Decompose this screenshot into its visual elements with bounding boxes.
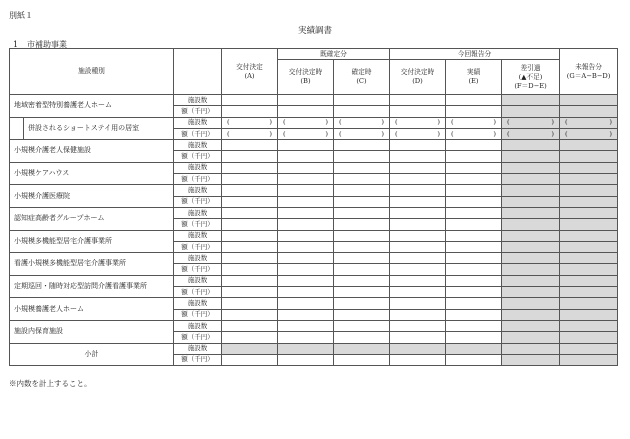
metric-amount: 額（千円） <box>174 151 222 162</box>
paren-cell <box>446 117 502 128</box>
cell-d <box>390 174 446 185</box>
metric-amount: 額（千円） <box>174 128 222 139</box>
metric-amount: 額（千円） <box>174 241 222 252</box>
col-f-line3: (F＝D−E) <box>514 81 547 90</box>
cell-g <box>560 162 618 173</box>
header-col-g <box>560 49 618 95</box>
cell-b <box>278 287 334 298</box>
cell-e <box>446 309 502 320</box>
appendix-label: 別紙１ <box>9 11 33 20</box>
paren-cell <box>560 117 618 128</box>
header-already-decided: 既確定分 <box>278 49 390 60</box>
cell-f <box>502 332 560 343</box>
cell-g <box>560 354 618 365</box>
metric-count: 施設数 <box>174 253 222 264</box>
cell-b <box>278 320 334 331</box>
cell-c <box>334 219 390 230</box>
paren-close: ) <box>269 129 272 138</box>
col-f-line1: 差引過 <box>520 63 541 72</box>
metric-count: 施設数 <box>174 185 222 196</box>
cell-g <box>560 343 618 354</box>
cell-c <box>334 151 390 162</box>
header-col-e <box>446 60 502 95</box>
cell-c <box>334 185 390 196</box>
col-b-line2: (B) <box>300 77 311 85</box>
cell-c <box>334 174 390 185</box>
col-e-line1: 実績 <box>466 68 481 76</box>
cell-b <box>278 207 334 218</box>
cell-e <box>446 298 502 309</box>
cell-a <box>222 230 278 241</box>
cell-e <box>446 106 502 117</box>
col-d-line2: (D) <box>412 77 423 85</box>
cell-d <box>390 332 446 343</box>
header-facility-type: 施設種別 <box>10 49 174 95</box>
paren-open: ( <box>227 118 230 127</box>
paren-close: ) <box>493 129 496 138</box>
cell-c <box>334 106 390 117</box>
cell-e <box>446 354 502 365</box>
cell-c <box>334 140 390 151</box>
header-col-c <box>334 60 390 95</box>
cell-f <box>502 207 560 218</box>
cell-e <box>446 343 502 354</box>
paren-close: ) <box>437 129 440 138</box>
paren-open: ( <box>339 118 342 127</box>
cell-d <box>390 241 446 252</box>
facility-name: 小規模多機能型居宅介護事業所 <box>10 230 174 253</box>
section-title: 市補助事業 <box>27 40 67 49</box>
cell-c <box>334 230 390 241</box>
cell-c <box>334 354 390 365</box>
header-col-f <box>502 60 560 95</box>
cell-f <box>502 320 560 331</box>
cell-c <box>334 343 390 354</box>
paren-cell <box>390 128 446 139</box>
cell-a <box>222 207 278 218</box>
cell-f <box>502 95 560 106</box>
cell-f <box>502 241 560 252</box>
header-metric-blank <box>174 49 222 95</box>
cell-a <box>222 241 278 252</box>
cell-a <box>222 196 278 207</box>
cell-c <box>334 298 390 309</box>
metric-amount: 額（千円） <box>174 219 222 230</box>
cell-a <box>222 162 278 173</box>
cell-e <box>446 162 502 173</box>
paren-close: ) <box>269 118 272 127</box>
paren-open: ( <box>283 118 286 127</box>
paren-cell <box>502 117 560 128</box>
col-a-line2: (A) <box>244 71 255 80</box>
cell-g <box>560 332 618 343</box>
cell-g <box>560 185 618 196</box>
cell-g <box>560 275 618 286</box>
cell-g <box>560 140 618 151</box>
cell-a <box>222 185 278 196</box>
cell-c <box>334 320 390 331</box>
cell-d <box>390 275 446 286</box>
metric-count: 施設数 <box>174 117 222 128</box>
col-f-line2: (▲不足) <box>518 72 543 81</box>
cell-b <box>278 185 334 196</box>
cell-d <box>390 264 446 275</box>
cell-f <box>502 151 560 162</box>
paren-close: ) <box>551 129 555 138</box>
cell-f <box>502 140 560 151</box>
cell-g <box>560 241 618 252</box>
metric-amount: 額（千円） <box>174 196 222 207</box>
cell-e <box>446 151 502 162</box>
cell-f <box>502 264 560 275</box>
paren-cell <box>560 128 618 139</box>
cell-a <box>222 151 278 162</box>
cell-a <box>222 275 278 286</box>
cell-g <box>560 207 618 218</box>
cell-e <box>446 253 502 264</box>
cell-d <box>390 298 446 309</box>
metric-amount: 額（千円） <box>174 264 222 275</box>
cell-d <box>390 343 446 354</box>
cell-d <box>390 354 446 365</box>
header-col-d <box>390 60 446 95</box>
col-c-line2: (C) <box>356 77 367 85</box>
cell-f <box>502 309 560 320</box>
cell-d <box>390 140 446 151</box>
col-c-line1: 確定時 <box>351 68 372 76</box>
cell-e <box>446 332 502 343</box>
cell-a <box>222 219 278 230</box>
cell-a <box>222 298 278 309</box>
cell-b <box>278 151 334 162</box>
metric-amount: 額（千円） <box>174 174 222 185</box>
facility-name: 看護小規模多機能型居宅介護事業所 <box>10 253 174 276</box>
cell-e <box>446 230 502 241</box>
paren-cell <box>278 117 334 128</box>
facility-sub-name: 併設されるショートステイ用の居室 <box>24 117 174 140</box>
metric-amount: 額（千円） <box>174 287 222 298</box>
cell-b <box>278 95 334 106</box>
paren-open: ( <box>565 129 568 138</box>
cell-a <box>222 332 278 343</box>
cell-b <box>278 309 334 320</box>
paren-open: ( <box>227 129 230 138</box>
paren-close: ) <box>551 118 555 127</box>
cell-e <box>446 95 502 106</box>
col-a-line1: 交付決定 <box>236 62 263 71</box>
facility-name: 小規模ケアハウス <box>10 162 174 185</box>
paren-cell <box>502 128 560 139</box>
facility-name: 小規模介護医療院 <box>10 185 174 208</box>
metric-amount: 額（千円） <box>174 106 222 117</box>
metric-amount: 額（千円） <box>174 309 222 320</box>
paren-open: ( <box>451 129 454 138</box>
cell-g <box>560 230 618 241</box>
cell-d <box>390 151 446 162</box>
metric-count: 施設数 <box>174 162 222 173</box>
cell-g <box>560 174 618 185</box>
paren-close: ) <box>325 118 328 127</box>
subtotal-label: 小計 <box>10 343 174 366</box>
paren-close: ) <box>437 118 440 127</box>
facility-name: 小規模養護老人ホーム <box>10 298 174 321</box>
paren-cell <box>334 128 390 139</box>
cell-e <box>446 140 502 151</box>
paren-open: ( <box>451 118 454 127</box>
metric-amount: 額（千円） <box>174 332 222 343</box>
header-col-b <box>278 60 334 95</box>
cell-d <box>390 162 446 173</box>
paren-open: ( <box>395 129 398 138</box>
cell-e <box>446 196 502 207</box>
cell-g <box>560 264 618 275</box>
cell-c <box>334 241 390 252</box>
cell-e <box>446 320 502 331</box>
cell-b <box>278 354 334 365</box>
cell-c <box>334 196 390 207</box>
cell-b <box>278 298 334 309</box>
cell-g <box>560 309 618 320</box>
paren-open: ( <box>507 118 510 127</box>
cell-a <box>222 140 278 151</box>
cell-b <box>278 264 334 275</box>
facility-name: 定期巡回・随時対応型訪問介護看護事業所 <box>10 275 174 298</box>
cell-f <box>502 106 560 117</box>
cell-g <box>560 320 618 331</box>
cell-d <box>390 287 446 298</box>
cell-b <box>278 332 334 343</box>
facility-name: 地域密着型特別養護老人ホーム <box>10 95 174 118</box>
cell-g <box>560 253 618 264</box>
cell-f <box>502 196 560 207</box>
cell-a <box>222 354 278 365</box>
header-col-a <box>222 49 278 95</box>
header-current-report: 今回報告分 <box>390 49 560 60</box>
cell-c <box>334 162 390 173</box>
paren-close: ) <box>381 129 384 138</box>
cell-b <box>278 241 334 252</box>
paren-close: ) <box>493 118 496 127</box>
cell-b <box>278 275 334 286</box>
col-b-line1: 交付決定時 <box>288 68 323 76</box>
cell-c <box>334 275 390 286</box>
cell-g <box>560 106 618 117</box>
metric-count: 施設数 <box>174 140 222 151</box>
cell-g <box>560 151 618 162</box>
paren-cell <box>334 117 390 128</box>
col-g-line2: (G＝A−B−D) <box>566 71 611 80</box>
cell-e <box>446 207 502 218</box>
cell-f <box>502 298 560 309</box>
facility-name: 施設内保育施設 <box>10 320 174 343</box>
cell-g <box>560 196 618 207</box>
col-d-line1: 交付決定時 <box>400 68 435 76</box>
cell-c <box>334 207 390 218</box>
cell-c <box>334 332 390 343</box>
cell-f <box>502 219 560 230</box>
cell-d <box>390 230 446 241</box>
cell-c <box>334 287 390 298</box>
cell-f <box>502 354 560 365</box>
cell-g <box>560 287 618 298</box>
indent-spacer <box>10 117 24 140</box>
cell-f <box>502 287 560 298</box>
paren-cell <box>278 128 334 139</box>
cell-b <box>278 219 334 230</box>
cell-d <box>390 207 446 218</box>
paren-cell <box>222 117 278 128</box>
paren-open: ( <box>395 118 398 127</box>
cell-g <box>560 219 618 230</box>
cell-f <box>502 162 560 173</box>
cell-b <box>278 162 334 173</box>
cell-e <box>446 264 502 275</box>
cell-b <box>278 253 334 264</box>
metric-count: 施設数 <box>174 320 222 331</box>
cell-f <box>502 174 560 185</box>
paren-close: ) <box>325 129 328 138</box>
cell-e <box>446 241 502 252</box>
metric-count: 施設数 <box>174 343 222 354</box>
cell-a <box>222 343 278 354</box>
metric-count: 施設数 <box>174 95 222 106</box>
paren-open: ( <box>283 129 286 138</box>
cell-f <box>502 230 560 241</box>
paren-close: ) <box>609 129 613 138</box>
cell-c <box>334 264 390 275</box>
facility-name: 認知症高齢者グループホーム <box>10 207 174 230</box>
results-table <box>9 48 618 366</box>
cell-e <box>446 275 502 286</box>
cell-f <box>502 343 560 354</box>
cell-c <box>334 253 390 264</box>
cell-b <box>278 106 334 117</box>
cell-a <box>222 174 278 185</box>
cell-a <box>222 309 278 320</box>
cell-f <box>502 253 560 264</box>
cell-g <box>560 95 618 106</box>
cell-c <box>334 95 390 106</box>
paren-cell <box>390 117 446 128</box>
cell-d <box>390 95 446 106</box>
paren-open: ( <box>507 129 510 138</box>
paren-open: ( <box>565 118 568 127</box>
cell-e <box>446 219 502 230</box>
cell-b <box>278 196 334 207</box>
metric-count: 施設数 <box>174 298 222 309</box>
facility-name: 小規模介護老人保健施設 <box>10 140 174 163</box>
cell-f <box>502 275 560 286</box>
metric-amount: 額（千円） <box>174 354 222 365</box>
paren-cell <box>222 128 278 139</box>
cell-d <box>390 253 446 264</box>
cell-c <box>334 309 390 320</box>
cell-b <box>278 230 334 241</box>
cell-a <box>222 95 278 106</box>
section-number: 1 <box>13 40 19 49</box>
metric-count: 施設数 <box>174 230 222 241</box>
col-e-line2: (E) <box>468 77 479 85</box>
paren-cell <box>446 128 502 139</box>
cell-d <box>390 309 446 320</box>
cell-d <box>390 196 446 207</box>
cell-b <box>278 343 334 354</box>
paren-open: ( <box>339 129 342 138</box>
cell-e <box>446 185 502 196</box>
paren-close: ) <box>381 118 384 127</box>
cell-g <box>560 298 618 309</box>
cell-b <box>278 174 334 185</box>
cell-f <box>502 185 560 196</box>
metric-count: 施設数 <box>174 207 222 218</box>
cell-a <box>222 287 278 298</box>
cell-b <box>278 140 334 151</box>
cell-a <box>222 253 278 264</box>
paren-close: ) <box>609 118 613 127</box>
cell-e <box>446 287 502 298</box>
cell-d <box>390 219 446 230</box>
cell-a <box>222 264 278 275</box>
cell-e <box>446 174 502 185</box>
footnote: ※内数を計上すること。 <box>9 379 92 388</box>
cell-d <box>390 185 446 196</box>
cell-a <box>222 106 278 117</box>
col-g-line1: 未報告分 <box>575 62 602 71</box>
document-title: 実績調書 <box>297 26 332 36</box>
cell-d <box>390 106 446 117</box>
cell-a <box>222 320 278 331</box>
cell-d <box>390 320 446 331</box>
metric-count: 施設数 <box>174 275 222 286</box>
